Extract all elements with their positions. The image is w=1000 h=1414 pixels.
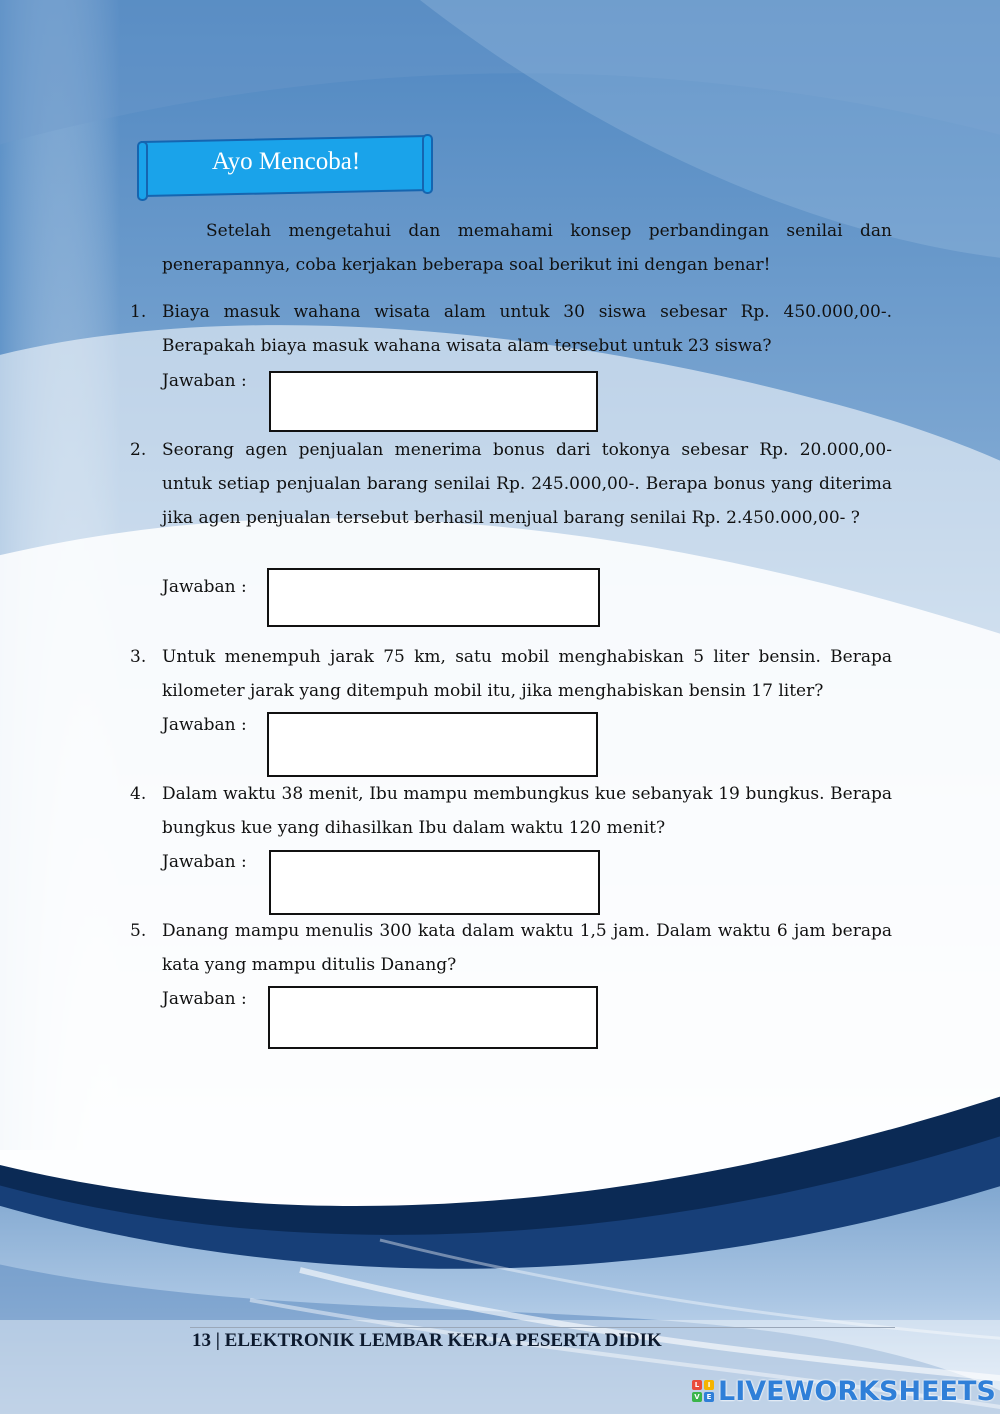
question-2-answer-label: Jawaban : — [162, 577, 247, 597]
question-1-text: Biaya masuk wahana wisata alam untuk 30 siswa sebesar Rp. 450.000,00-. Berapakah biaya masuk wahana wisata alam tersebut untuk 23 siswa? — [162, 302, 892, 356]
banner-title: Ayo Mencoba! — [211, 148, 361, 175]
question-4-number: 4. — [130, 784, 147, 804]
logo-cubes-icon — [692, 1380, 714, 1402]
logo-cube-i: I — [704, 1380, 714, 1390]
intro-paragraph: Setelah mengetahui dan memahami konsep perbandingan senilai dan penerapannya, coba kerjakan beberapa soal berikut ini dengan benar! — [162, 221, 892, 275]
footer-divider — [190, 1327, 895, 1328]
logo-cube-v: V — [692, 1392, 702, 1402]
question-1-answer-input[interactable] — [269, 371, 598, 432]
question-4-answer-input[interactable] — [269, 850, 600, 915]
question-1-number: 1. — [130, 302, 147, 322]
question-4-answer-label: Jawaban : — [162, 852, 247, 872]
question-3-text: Untuk menempuh jarak 75 km, satu mobil menghabiskan 5 liter bensin. Berapa kilometer jarak yang ditempuh mobil itu, jika menghabiskan bensin 17 liter? — [162, 647, 892, 701]
logo-cube-e: E — [704, 1392, 714, 1402]
logo-text: LIVEWORKSHEETS — [718, 1375, 996, 1407]
footer-page-label: 13 | ELEKTRONIK LEMBAR KERJA PESERTA DIDIK — [192, 1330, 662, 1351]
question-2-answer-input[interactable] — [267, 568, 600, 627]
question-2-number: 2. — [130, 440, 147, 460]
banner — [136, 134, 432, 200]
question-5-answer-label: Jawaban : — [162, 989, 247, 1009]
question-2-text: Seorang agen penjualan menerima bonus dari tokonya sebesar Rp. 20.000,00- untuk setiap penjualan barang senilai Rp. 245.000,00-. Berapa bonus yang diterima jika agen penjualan tersebut berhasil menjual barang senilai Rp. 2.450.000,00- ? — [162, 440, 892, 528]
question-5-number: 5. — [130, 921, 147, 941]
question-3-number: 3. — [130, 647, 147, 667]
logo-cube-l: L — [692, 1380, 702, 1390]
question-4-text: Dalam waktu 38 menit, Ibu mampu membungkus kue sebanyak 19 bungkus. Berapa bungkus kue yang dihasilkan Ibu dalam waktu 120 menit? — [162, 784, 892, 838]
question-1-answer-label: Jawaban : — [162, 371, 247, 391]
question-5-answer-input[interactable] — [268, 986, 598, 1049]
question-5-text: Danang mampu menulis 300 kata dalam waktu 1,5 jam. Dalam waktu 6 jam berapa kata yang mampu ditulis Danang? — [162, 921, 892, 975]
liveworksheets-logo — [692, 1374, 996, 1408]
question-3-answer-input[interactable] — [267, 712, 598, 777]
question-3-answer-label: Jawaban : — [162, 715, 247, 735]
